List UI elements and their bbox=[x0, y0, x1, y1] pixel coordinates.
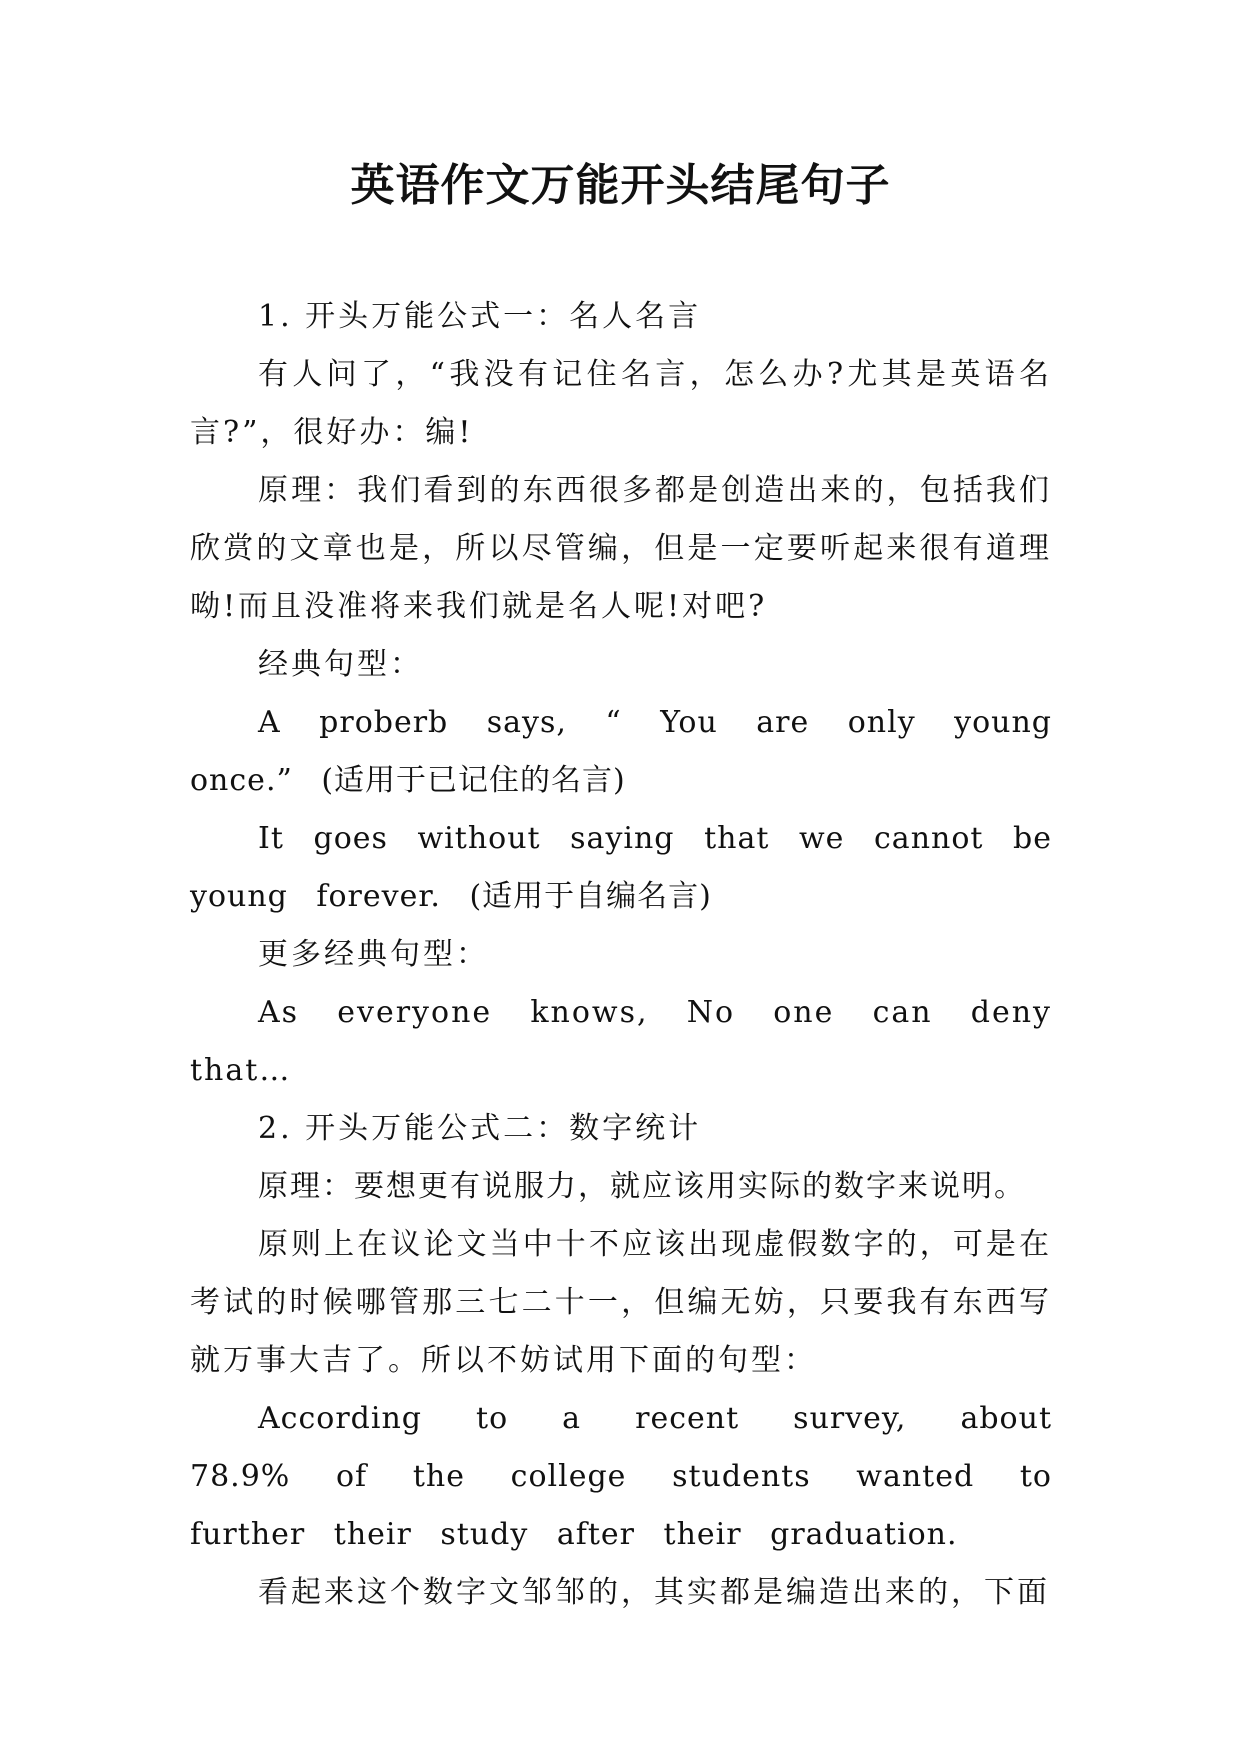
document-title: 英语作文万能开头结尾句子 bbox=[350, 160, 891, 211]
example-proverb: A proberb says, “ You are only young once.” (适用于已记住的名言) bbox=[190, 705, 1052, 798]
example-survey: According to a recent survey, about 78.9% of the college students wanted to further their study after their graduation. bbox=[190, 1401, 1052, 1552]
paragraph-principle-two: 原理：要想更有说服力，就应该用实际的数字来说明。 bbox=[258, 1169, 1026, 1204]
example-goes-without-saying: It goes without saying that we cannot be young forever. (适用于自编名言) bbox=[190, 821, 1052, 914]
paragraph-conclusion: 看起来这个数字文邹邹的，其实都是编造出来的，下面 bbox=[258, 1575, 1050, 1610]
paragraph-principle-detail: 原则上在议论文当中十不应该出现虚假数字的，可是在考试的时候哪管那三七二十一，但编无妨，只要我有东西写就万事大吉了。所以不妨试用下面的句型： bbox=[190, 1227, 1052, 1378]
paragraph-question: 有人问了，“我没有记住名言，怎么办?尤其是英语名言?”，很好办：编! bbox=[190, 357, 1052, 450]
paragraph-principle-one: 原理：我们看到的东西很多都是创造出来的，包括我们欣赏的文章也是，所以尽管编，但是一定要听起来很有道理呦!而且没准将来我们就是名人呢!对吧? bbox=[190, 473, 1052, 624]
label-classic-patterns: 经典句型： bbox=[258, 647, 423, 682]
example-everyone-knows: As everyone knows, No one can deny that… bbox=[190, 995, 1052, 1088]
document-body bbox=[190, 288, 1052, 1622]
heading-formula-two: 2. 开头万能公式二：数字统计 bbox=[258, 1111, 702, 1146]
label-more-patterns: 更多经典句型： bbox=[258, 937, 489, 972]
heading-formula-one: 1. 开头万能公式一：名人名言 bbox=[258, 299, 702, 334]
